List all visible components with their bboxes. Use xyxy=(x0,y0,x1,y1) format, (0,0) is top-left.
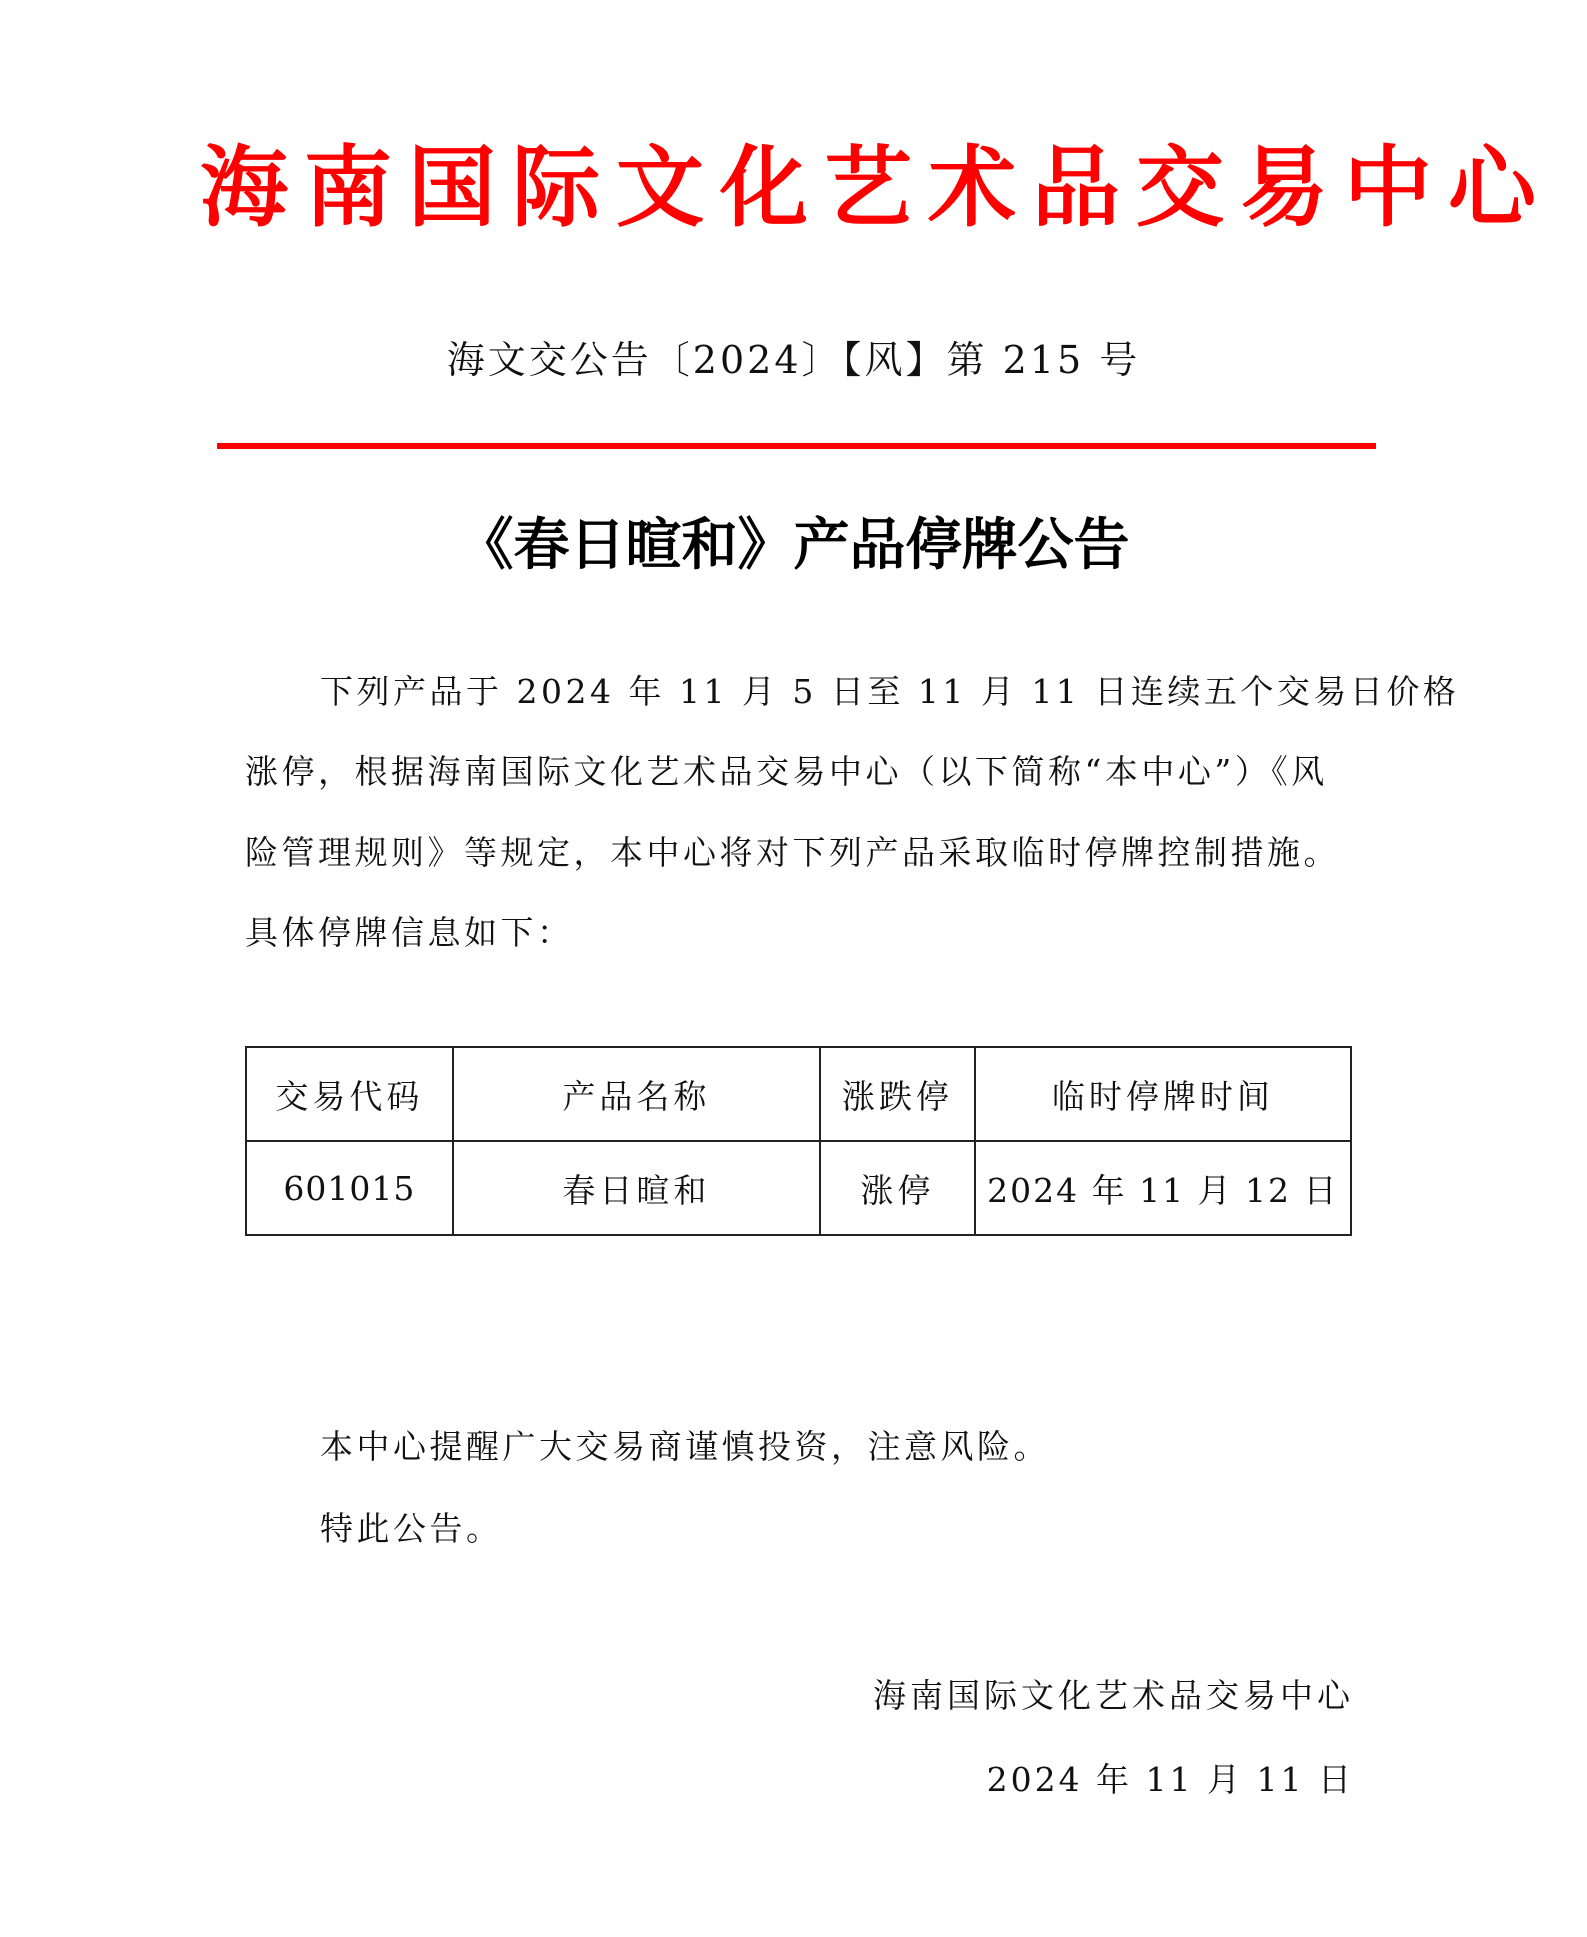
cell-limit-status: 涨停 xyxy=(820,1141,975,1235)
table-row xyxy=(246,1141,1351,1235)
body-line-1: 下列产品于 2024 年 11 月 5 日至 11 月 11 日连续五个交易日价格 xyxy=(320,672,1460,711)
header-suspension-time: 临时停牌时间 xyxy=(975,1047,1351,1141)
cell-product-name: 春日暄和 xyxy=(453,1141,820,1235)
table-header-row xyxy=(246,1047,1351,1141)
cell-trade-code: 601015 xyxy=(246,1141,453,1235)
header-limit-status: 涨跌停 xyxy=(820,1047,975,1141)
header-trade-code: 交易代码 xyxy=(246,1047,453,1141)
document-number: 海文交公告〔2024〕【风】第 215 号 xyxy=(446,338,1141,382)
cell-suspension-time: 2024 年 11 月 12 日 xyxy=(975,1141,1351,1235)
notice-end: 特此公告。 xyxy=(320,1509,503,1548)
signature-date: 2024 年 11 月 11 日 xyxy=(986,1760,1354,1799)
signature-organization: 海南国际文化艺术品交易中心 xyxy=(873,1676,1354,1715)
notice-title: 《春日暄和》产品停牌公告 xyxy=(457,512,1130,578)
body-line-2: 涨停，根据海南国际文化艺术品交易中心（以下简称“本中心”）《风 xyxy=(245,752,1328,791)
organization-title: 海南国际文化艺术品交易中心 xyxy=(200,135,1553,239)
red-divider-rule xyxy=(217,443,1376,449)
body-line-4: 具体停牌信息如下： xyxy=(245,913,574,952)
header-product-name: 产品名称 xyxy=(453,1047,820,1141)
suspension-info-table xyxy=(245,1046,1352,1236)
body-line-3: 险管理规则》等规定，本中心将对下列产品采取临时停牌控制措施。 xyxy=(245,833,1340,872)
risk-reminder: 本中心提醒广大交易商谨慎投资，注意风险。 xyxy=(320,1427,1050,1466)
